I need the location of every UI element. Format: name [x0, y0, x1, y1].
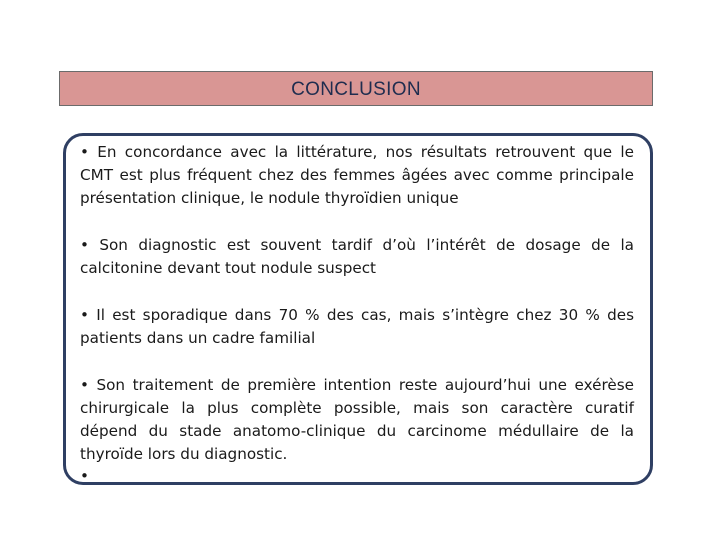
- bullet-item: • Son diagnostic est souvent tardif d’où l’intérêt de dosage de la calcitonine devant tout nodule suspect: [80, 236, 634, 277]
- bullet-item: • Son traitement de première intention reste aujourd’hui une exérèse chirurgicale la plus complète possible, mais son caractère curatif dépend du stade anatomo-clinique du carcinome médullaire de la thyroïde lors du diagnostic.: [80, 376, 634, 463]
- bullet-list: [80, 141, 634, 486]
- slide-title: CONCLUSION: [291, 78, 421, 100]
- bullet-item: • Il est sporadique dans 70 % des cas, mais s’intègre chez 30 % des patients dans un cadre familial: [80, 306, 634, 347]
- title-bar: [59, 71, 653, 106]
- empty-bullet: •: [80, 467, 89, 485]
- bullet-item: • En concordance avec la littérature, nos résultats retrouvent que le CMT est plus fréquent chez des femmes âgées avec comme principale présentation clinique, le nodule thyroïdien unique: [80, 143, 634, 207]
